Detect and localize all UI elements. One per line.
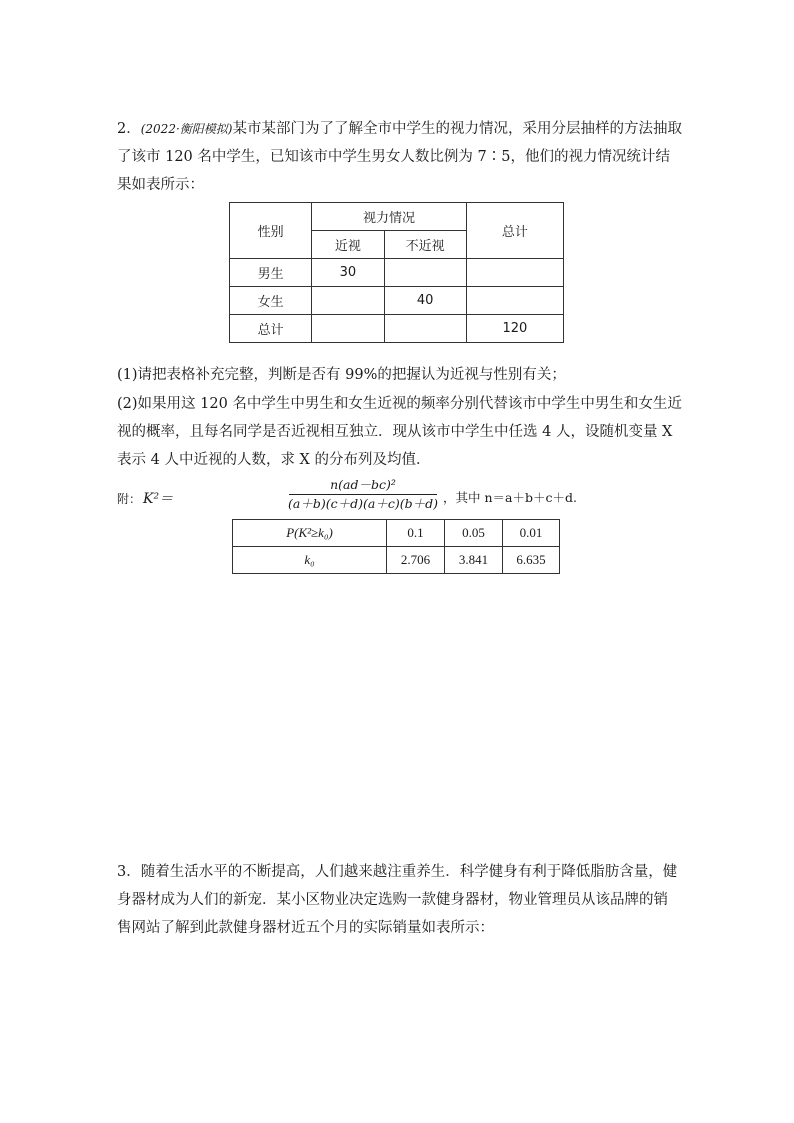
table-row xyxy=(230,259,564,287)
row-label: 总计 xyxy=(230,315,312,343)
row-label-probability: P(K²≥k₀) xyxy=(233,520,387,547)
problem-2-text xyxy=(117,115,682,199)
cell-k: 3.841 xyxy=(445,547,503,574)
cell-near xyxy=(312,287,384,315)
formula-numerator: n(ad－bc)² xyxy=(330,477,396,492)
formula-tail: ，其中 n＝a＋b＋c＋d. xyxy=(443,490,577,505)
critical-value-table xyxy=(232,519,560,574)
table-row xyxy=(230,315,564,343)
header-vision: 视力情况 xyxy=(312,203,467,231)
cell-near: 30 xyxy=(312,259,384,287)
formula-k2: K²＝ xyxy=(143,491,174,507)
table-row xyxy=(233,547,560,574)
problem-2-number: 2． xyxy=(117,121,141,137)
cell-notnear: 40 xyxy=(384,287,466,315)
cell-near xyxy=(312,315,384,343)
cell-total xyxy=(466,259,563,287)
question-2: (2)如果用这 120 名中学生中男生和女生近视的频率分别代替该市中学生中男生和女生近视的概率，且每名同学是否近视相互独立．现从该市中学生中任选 4 人，设随机变量 X 表示 4 人中近视的人数，求 X 的分布列及均值． xyxy=(117,396,682,468)
cell-k: 6.635 xyxy=(503,547,560,574)
row-label: 男生 xyxy=(230,259,312,287)
table-row xyxy=(233,520,560,547)
cell-total: 120 xyxy=(466,315,563,343)
problem-2-body: 某市某部门为了了解全市中学生的视力情况，采用分层抽样的方法抽取了该市 120 名中学生，已知该市中学生男女人数比例为 7∶5，他们的视力情况统计结果如表所示： xyxy=(117,121,682,193)
header-total: 总计 xyxy=(466,203,563,259)
formula-lead: 附： xyxy=(117,492,142,506)
chi-square-formula xyxy=(117,476,677,516)
row-label-k0: k₀ xyxy=(233,547,387,574)
cell-notnear xyxy=(384,315,466,343)
cell-total xyxy=(466,287,563,315)
cell-k: 2.706 xyxy=(387,547,445,574)
header-gender: 性别 xyxy=(230,203,312,259)
cell-p: 0.1 xyxy=(387,520,445,547)
cell-p: 0.01 xyxy=(503,520,560,547)
problem-3-text: 3．随着生活水平的不断提高，人们越来越注重养生．科学健身有利于降低脂肪含量，健身器材成为人们的新宠．某小区物业决定选购一款健身器材，物业管理员从该品牌的销售网站了解到此款健身器材近五个月的实际销量如表所示： xyxy=(117,864,678,936)
table-row xyxy=(230,287,564,315)
cell-p: 0.05 xyxy=(445,520,503,547)
formula-denominator: (a＋b)(c＋d)(a＋c)(b＋d) xyxy=(288,496,438,511)
header-nearsighted: 近视 xyxy=(312,231,384,259)
question-1: (1)请把表格补充完整，判断是否有 99%的把握认为近视与性别有关； xyxy=(117,367,566,383)
cell-notnear xyxy=(384,259,466,287)
header-not-nearsighted: 不近视 xyxy=(384,231,466,259)
problem-2-source: (2022·衡阳模拟) xyxy=(140,122,233,136)
vision-contingency-table xyxy=(229,202,564,343)
formula-fraction xyxy=(287,476,439,513)
row-label: 女生 xyxy=(230,287,312,315)
